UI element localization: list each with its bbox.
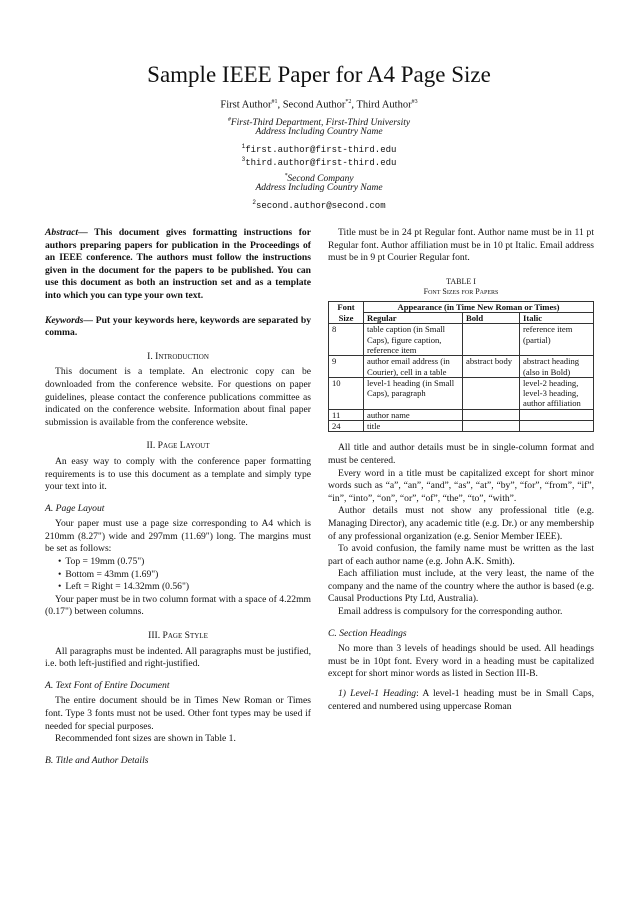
paragraph: Every word in a title must be capitalized except for short minor words such as “a”, “an”, “and”, “as”, “at”, “by”, “for”, “from”, “if”, “in”, “into”, “on”, “or”, “of”, “the”, “to”, “with”.: [328, 467, 594, 504]
cell-regular: author name: [364, 409, 463, 420]
paragraph: Each affiliation must include, at the very least, the name of the company and the name of the country where the author is based (e.g. Causal Productions Pty Ltd, Australia).: [328, 568, 594, 605]
affiliation-2-company: Second Company: [287, 174, 354, 185]
list-item: • Bottom = 43mm (1.69"): [67, 569, 311, 582]
paragraph: No more than 3 levels of headings should be used. All headings must be in 10pt font. Every word in a heading must be capitalized except for short minor words as listed in Section III-B.: [328, 643, 594, 680]
email-first-text: first.author@first-third.edu: [245, 145, 397, 155]
section-heading-page-layout: [45, 440, 311, 453]
header-appearance: Appearance (in Time New Roman or Times): [364, 301, 594, 312]
subsection-heading: A. Text Font of Entire Document: [45, 679, 170, 691]
email-third: [0, 154, 638, 169]
email-second-text: second.author@second.com: [255, 201, 386, 211]
keywords-label: Keywords: [45, 314, 84, 326]
subsection-heading: C. Section Headings: [328, 627, 407, 639]
section-title: Page Style: [162, 630, 208, 642]
affiliation-2-mark: *: [284, 173, 288, 179]
affiliation-1-mark: #: [227, 117, 231, 123]
paragraph: All title and author details must be in single-column format and must be centered.: [328, 442, 594, 466]
email-second-mark: 2: [252, 199, 256, 206]
cell-italic: abstract heading (also in Bold): [520, 356, 594, 378]
author-sep: ,: [351, 99, 357, 111]
margin-list: [45, 556, 311, 594]
table-row: [329, 409, 594, 420]
section-number: II.: [146, 440, 156, 452]
section-heading-page-style: [45, 630, 311, 643]
cell-regular: title: [364, 421, 463, 432]
author-third-mark: #3: [411, 99, 418, 105]
cell-bold: [463, 377, 520, 409]
author-line: [0, 95, 638, 113]
paragraph: Your paper must use a page size corresponding to A4 which is 210mm (8.27") wide and 297mm (11.69") long. The margins must be set as follows:: [45, 518, 311, 555]
email-second: [0, 197, 638, 212]
table-row: [329, 377, 594, 409]
cell-bold: abstract body: [463, 356, 520, 378]
paragraph: An easy way to comply with the conference paper formatting requirements is to use this document as a template and simply type your text into it.: [45, 455, 311, 493]
section-title: Introduction: [155, 350, 209, 362]
right-column: [328, 227, 594, 713]
table-row: [329, 324, 594, 356]
cell-italic: reference item (partial): [520, 324, 594, 356]
abstract-text: This document gives formatting instructions for authors preparing papers for publication in the Proceedings of an IEEE conference. The authors must follow the instructions given in the document for the papers to be published. You can use this document as both an instruction set and as a template into which you can type your own text.: [45, 227, 311, 301]
table-row: [329, 421, 594, 432]
table-number: TABLE I: [446, 276, 476, 286]
header-size: Size: [329, 313, 364, 324]
cell-regular: level-1 heading (in Small Caps), paragraph: [364, 377, 463, 409]
subsection-heading: B. Title and Author Details: [45, 754, 149, 766]
keywords: [45, 315, 311, 340]
table-caption: [328, 277, 594, 297]
table-row: [329, 356, 594, 378]
email-third-mark: 3: [241, 156, 246, 163]
list-item: • Top = 19mm (0.75"): [67, 556, 311, 569]
cell-regular: author email address (in Courier), cell in a table: [364, 356, 463, 378]
cell-size: 10: [329, 377, 364, 409]
author-first-mark: #1: [271, 99, 278, 105]
keywords-text: Put your keywords here, keywords are separated by comma.: [45, 314, 312, 339]
cell-bold: [463, 409, 520, 420]
cell-bold: [463, 324, 520, 356]
keywords-dash: —: [83, 314, 96, 326]
affiliation-2-address: Address Including Country Name: [255, 183, 383, 193]
paragraph: Author details must not show any professional title (e.g. Managing Director), any academic title (e.g. Dr.) or any membership of any professional organization (e.g. Senior Member IEEE).: [328, 505, 594, 542]
abstract-label: Abstract: [45, 227, 79, 238]
abstract-dash: —: [78, 227, 95, 238]
cell-size: 24: [329, 421, 364, 432]
cell-italic: [520, 409, 594, 420]
paper-title: Sample IEEE Paper for A4 Page Size: [147, 62, 491, 87]
author-first: First Author: [220, 99, 272, 111]
table-header-row: [329, 313, 594, 324]
paragraph: This document is a template. An electronic copy can be downloaded from the conference website. For questions on paper guidelines, please contact the conference publications committee as indicated on the conference website. Information about final paper submission is available from the conference website.: [45, 366, 311, 428]
cell-regular: table caption (in Small Caps), figure caption, reference item: [364, 324, 463, 356]
paragraph: Recommended font sizes are shown in Table 1.: [55, 733, 236, 745]
level1-text: : A level-1 heading must be in Small Caps, centered and numbered using uppercase Roman: [328, 688, 594, 712]
section-title: Page Layout: [157, 440, 210, 452]
header-font: Font: [329, 301, 364, 312]
paragraph: Email address is compulsory for the corresponding author.: [338, 606, 563, 618]
cell-italic: [520, 421, 594, 432]
author-second: Second Author: [282, 99, 346, 111]
font-size-table: [328, 301, 594, 433]
table-title: Font Sizes for Papers: [423, 286, 499, 296]
email-first-mark: 1: [241, 143, 246, 150]
section-heading-introduction: [45, 351, 311, 364]
section-number: III.: [148, 630, 161, 642]
table-header-row: [329, 301, 594, 312]
paragraph: Your paper must be in two column format with a space of 4.22mm (0.17") between columns.: [45, 593, 311, 618]
list-item: • Left = Right = 14.32mm (0.56"): [67, 581, 311, 594]
affiliation-1-dept: First-Third Department, First-Third University: [230, 118, 411, 129]
paragraph: [328, 688, 594, 713]
paragraph: Title must be in 24 pt Regular font. Author name must be in 11 pt Regular font. Author affiliation must be in 10 pt Italic. Email address must be in 9 pt Courier Regular font.: [328, 227, 594, 264]
paragraph: To avoid confusion, the family name must be written as the last part of each author name (e.g. John A.K. Smith).: [328, 543, 594, 567]
affiliation-1-address: Address Including Country Name: [255, 127, 383, 137]
paragraph: All paragraphs must be indented. All paragraphs must be justified, i.e. both left-justified and right-justified.: [45, 645, 311, 670]
cell-size: 11: [329, 409, 364, 420]
header-bold: Bold: [463, 313, 520, 324]
cell-size: 8: [329, 324, 364, 356]
header-italic: Italic: [520, 313, 594, 324]
level1-label: 1) Level-1 Heading: [338, 688, 417, 700]
email-third-text: third.author@first-third.edu: [245, 158, 397, 168]
paragraph: The entire document should be in Times New Roman or Times font. Type 3 fonts must not be used. Other font types may be used if needed for special purposes.: [45, 695, 311, 732]
author-third: Third Author: [356, 99, 412, 111]
left-column: [45, 227, 311, 770]
header-regular: Regular: [364, 313, 463, 324]
section-number: I.: [147, 350, 153, 362]
subsection-heading: A. Page Layout: [45, 502, 105, 514]
cell-italic: level-2 heading, level-3 heading, author affiliation: [520, 377, 594, 409]
cell-size: 9: [329, 356, 364, 378]
cell-bold: [463, 421, 520, 432]
author-sep: ,: [277, 99, 283, 111]
abstract: [45, 227, 311, 303]
author-second-mark: *2: [345, 99, 352, 105]
